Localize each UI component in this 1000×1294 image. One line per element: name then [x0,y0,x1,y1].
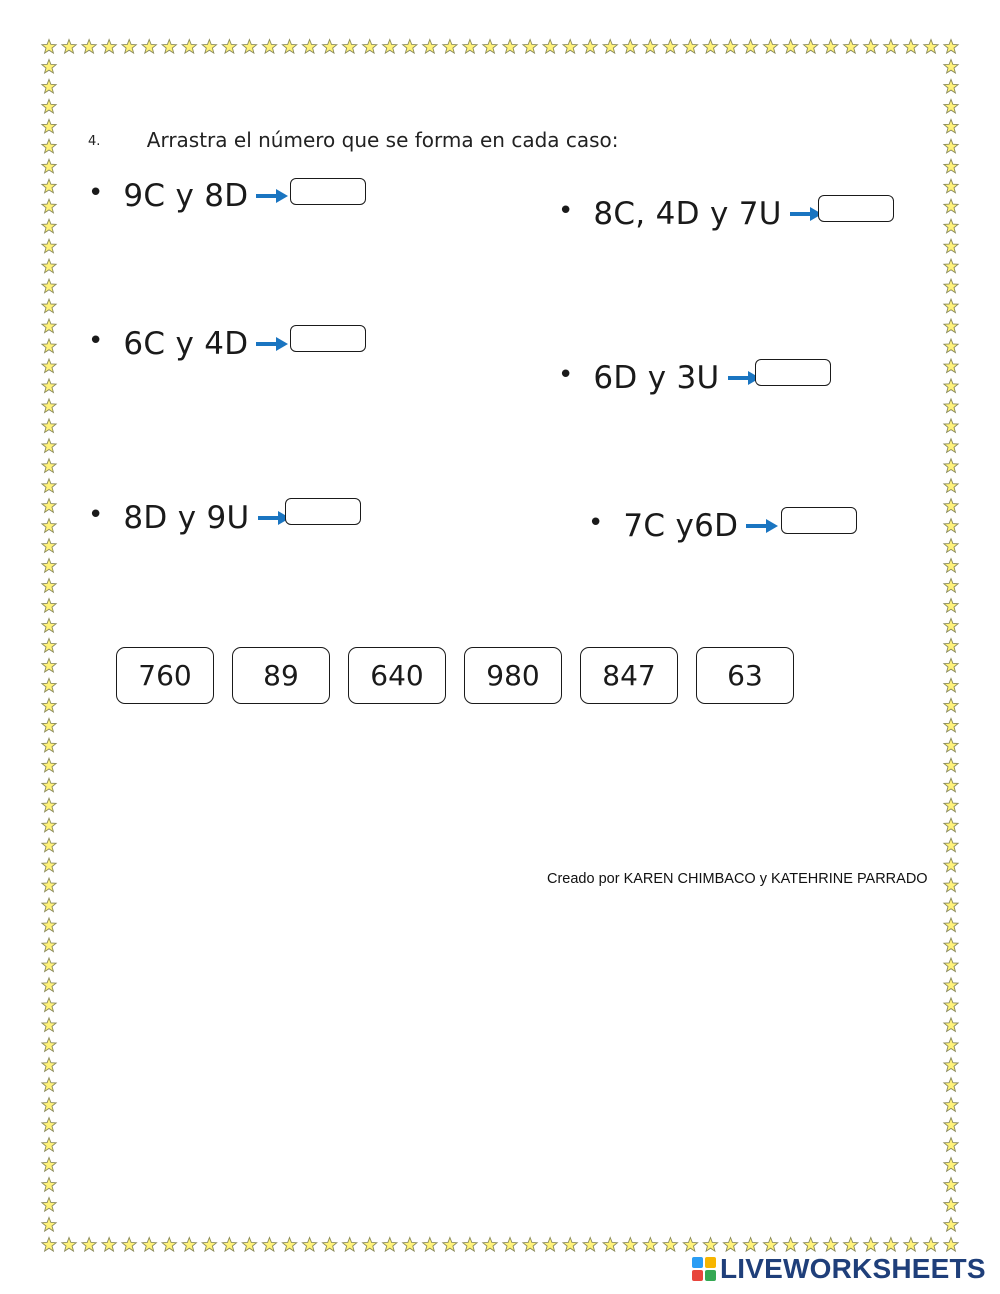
star-icon [383,40,397,54]
star-icon [944,838,958,852]
star-icon [483,1238,497,1252]
star-icon [884,40,898,54]
star-icon [42,119,56,132]
star-icon [383,1238,397,1252]
star-icon [443,40,457,54]
star-icon [182,40,196,54]
star-icon [824,1238,838,1252]
star-icon [323,40,337,54]
star-icon [443,1238,457,1252]
star-icon [42,159,56,173]
star-icon [784,1238,798,1252]
star-icon [42,219,56,233]
star-icon [864,1238,878,1252]
bullet: • [88,326,104,356]
star-icon [523,1238,537,1252]
star-icon [42,60,56,74]
star-icon [944,199,958,213]
star-icon [944,279,958,293]
star-icon [583,1238,597,1252]
star-icon [42,579,56,593]
star-icon [42,99,56,113]
star-icon [42,698,56,712]
exercise-expression: 7C y6D [623,508,739,544]
answer-tile[interactable]: 89 [232,647,330,704]
star-icon [42,239,56,253]
star-icon [944,1198,958,1212]
exercise-3 [88,326,290,362]
exercise-1 [88,178,290,214]
star-icon [944,459,958,473]
star-icon [944,918,958,932]
star-icon [42,499,56,513]
star-icon [122,40,136,54]
star-icon [944,998,958,1012]
answer-tile[interactable]: 760 [116,647,214,704]
answer-drop-box-4[interactable] [755,359,831,386]
star-icon [944,519,958,533]
star-icon [42,958,56,972]
star-icon [663,1238,677,1252]
star-icon [924,1238,938,1252]
star-icon [523,40,537,54]
star-icon [944,559,958,573]
exercise-expression: 8D y 9U [123,500,250,536]
star-icon [944,319,958,333]
star-icon [643,1238,657,1252]
star-icon [343,40,357,54]
star-icon [42,1038,56,1052]
star-icon [42,179,56,193]
answer-drop-box-1[interactable] [290,178,366,205]
star-icon [944,299,958,313]
answer-tile[interactable]: 640 [348,647,446,704]
star-icon [764,40,778,54]
arrow-right-icon [744,516,780,536]
star-icon [42,1158,56,1172]
star-icon [944,678,958,692]
star-icon [944,659,958,673]
star-icon [242,40,256,54]
star-icon [42,1078,56,1092]
star-icon [302,1238,316,1252]
star-icon [42,878,56,892]
star-icon [944,1098,958,1112]
star-icon [824,40,838,54]
exercise-2 [558,196,824,232]
answer-tile[interactable]: 63 [696,647,794,704]
exercise-expression: 8C, 4D y 7U [593,196,782,232]
star-icon [723,40,737,54]
star-icon [944,1038,958,1052]
star-icon [42,758,56,772]
star-icon [944,579,958,593]
star-icon [42,599,56,613]
star-icon [42,359,56,373]
star-icon [944,1118,958,1132]
star-icon [944,938,958,952]
star-icon [42,898,56,912]
star-icon [102,1238,116,1252]
star-icon [142,1238,156,1252]
star-icon [42,1018,56,1032]
liveworksheets-logo [691,1253,986,1285]
bullet: • [88,500,104,530]
star-icon [944,599,958,613]
star-icon [944,1138,958,1152]
star-icon [42,858,56,872]
star-icon [282,40,296,54]
star-icon [282,1238,296,1252]
star-icon [222,40,236,54]
star-icon [42,279,56,293]
bullet: • [88,178,104,208]
star-icon [82,40,96,54]
star-icon [944,399,958,413]
star-icon [122,1238,136,1252]
bullet: • [588,508,604,538]
star-icon [323,1238,337,1252]
star-icon [944,379,958,393]
star-icon [623,1238,637,1252]
star-icon [42,718,56,732]
star-icon [42,479,56,493]
star-icon [423,40,437,54]
star-icon [944,60,958,74]
star-icon [503,1238,517,1252]
star-icon [944,798,958,812]
star-icon [62,40,76,54]
star-icon [423,1238,437,1252]
star-icon [944,718,958,732]
exercise-expression: 6D y 3U [593,360,720,396]
answer-tile[interactable]: 980 [464,647,562,704]
star-icon [683,40,697,54]
star-icon [944,359,958,373]
star-icon [804,40,818,54]
instruction-number: 4. [88,134,101,149]
star-icon [42,259,56,273]
star-icon [703,40,717,54]
star-icon [563,40,577,54]
answer-drop-box-5[interactable] [285,498,361,525]
star-icon [42,339,56,353]
star-icon [643,40,657,54]
star-icon [42,639,56,653]
star-icon [42,199,56,213]
star-icon [784,40,798,54]
star-icon [42,738,56,752]
star-icon [82,1238,96,1252]
exercise-5 [88,500,292,536]
star-icon [42,678,56,692]
star-icon [944,978,958,992]
star-icon [483,40,497,54]
star-icon [142,40,156,54]
answer-drop-box-6[interactable] [781,507,857,534]
star-icon [944,818,958,832]
star-icon [42,978,56,992]
star-icon [343,1238,357,1252]
star-icon [563,1238,577,1252]
star-icon [202,40,216,54]
star-icon [944,1078,958,1092]
answer-tile[interactable]: 847 [580,647,678,704]
star-icon [944,958,958,972]
star-icon [42,1238,56,1252]
star-icon [42,399,56,413]
bullet: • [558,196,574,226]
star-icon [42,1058,56,1072]
star-icon [944,139,958,153]
star-icon [102,40,116,54]
star-icon [42,998,56,1012]
star-icon [222,1238,236,1252]
star-icon [944,419,958,433]
star-icon [944,778,958,792]
star-icon [403,1238,417,1252]
star-icon [884,1238,898,1252]
star-icon [944,99,958,113]
star-icon [944,259,958,273]
star-icon [904,1238,918,1252]
star-icon [42,139,56,153]
star-icon [944,639,958,653]
star-icon [723,1238,737,1252]
answer-drop-box-3[interactable] [290,325,366,352]
star-icon [663,40,677,54]
exercise-expression: 9C y 8D [123,178,249,214]
star-icon [42,419,56,433]
star-icon [42,1198,56,1212]
star-icon [42,539,56,553]
star-icon [864,40,878,54]
star-icon [904,40,918,54]
star-icon [924,40,938,54]
star-icon [944,698,958,712]
star-icon [463,40,477,54]
star-icon [944,439,958,453]
star-icon [944,40,958,54]
arrow-right-icon [254,186,290,206]
star-icon [42,299,56,313]
star-icon [42,1138,56,1152]
star-icon [743,1238,757,1252]
star-icon [42,40,56,54]
star-icon [944,878,958,892]
star-icon [42,559,56,573]
star-icon [543,40,557,54]
star-icon [42,619,56,633]
star-icon [42,459,56,473]
star-icon [844,40,858,54]
star-icon [944,539,958,553]
star-icon [944,1018,958,1032]
star-icon [42,838,56,852]
star-icon [262,40,276,54]
brand-name: LIVEWORKSHEETS [720,1253,986,1284]
instruction [88,128,619,152]
star-icon [764,1238,778,1252]
star-icon [42,1118,56,1132]
star-icon [42,818,56,832]
star-icon [944,179,958,193]
star-icon [42,439,56,453]
star-icon [503,40,517,54]
star-icon [363,1238,377,1252]
star-icon [944,219,958,233]
star-icon [162,1238,176,1252]
star-icon [463,1238,477,1252]
star-icon [944,758,958,772]
star-icon [944,479,958,493]
answer-drop-box-2[interactable] [818,195,894,222]
star-icon [683,1238,697,1252]
star-icon [944,339,958,353]
star-icon [202,1238,216,1252]
star-icon [944,119,958,132]
star-icon [242,1238,256,1252]
star-icon [944,499,958,513]
exercise-4 [558,360,762,396]
star-icon [543,1238,557,1252]
star-icon [583,40,597,54]
star-icon [703,1238,717,1252]
star-icon [42,798,56,812]
star-icon [944,1238,958,1252]
star-icon [944,1218,958,1232]
star-icon [302,40,316,54]
star-icon [844,1238,858,1252]
star-icon [403,40,417,54]
star-icon [603,1238,617,1252]
star-icon [944,1158,958,1172]
star-icon [944,738,958,752]
star-icon [42,938,56,952]
star-icon [944,1058,958,1072]
star-icon [804,1238,818,1252]
star-icon [743,40,757,54]
star-icon [42,778,56,792]
author-credit: Creado por KAREN CHIMBACO y KATEHRINE PARRADO [547,871,928,887]
star-icon [42,319,56,333]
star-icon [363,40,377,54]
star-icon [262,1238,276,1252]
star-icon [944,159,958,173]
star-icon [944,239,958,253]
exercise-expression: 6C y 4D [123,326,249,362]
arrow-right-icon [254,334,290,354]
star-icon [42,79,56,93]
star-icon [62,1238,76,1252]
star-icon [42,918,56,932]
star-icon [42,1098,56,1112]
answer-tiles [116,647,812,704]
exercise-6 [588,508,780,544]
star-icon [42,659,56,673]
star-icon [944,1178,958,1192]
star-icon [182,1238,196,1252]
star-icon [944,898,958,912]
star-icon [603,40,617,54]
star-icon [944,79,958,93]
star-icon [42,1218,56,1232]
star-icon [944,858,958,872]
star-icon [944,619,958,633]
bullet: • [558,360,574,390]
star-icon [623,40,637,54]
liveworksheets-logo-icon [691,1256,717,1282]
instruction-text: Arrastra el número que se forma en cada caso: [146,128,619,152]
star-icon [42,519,56,533]
star-icon [162,40,176,54]
star-icon [42,379,56,393]
star-icon [42,1178,56,1192]
